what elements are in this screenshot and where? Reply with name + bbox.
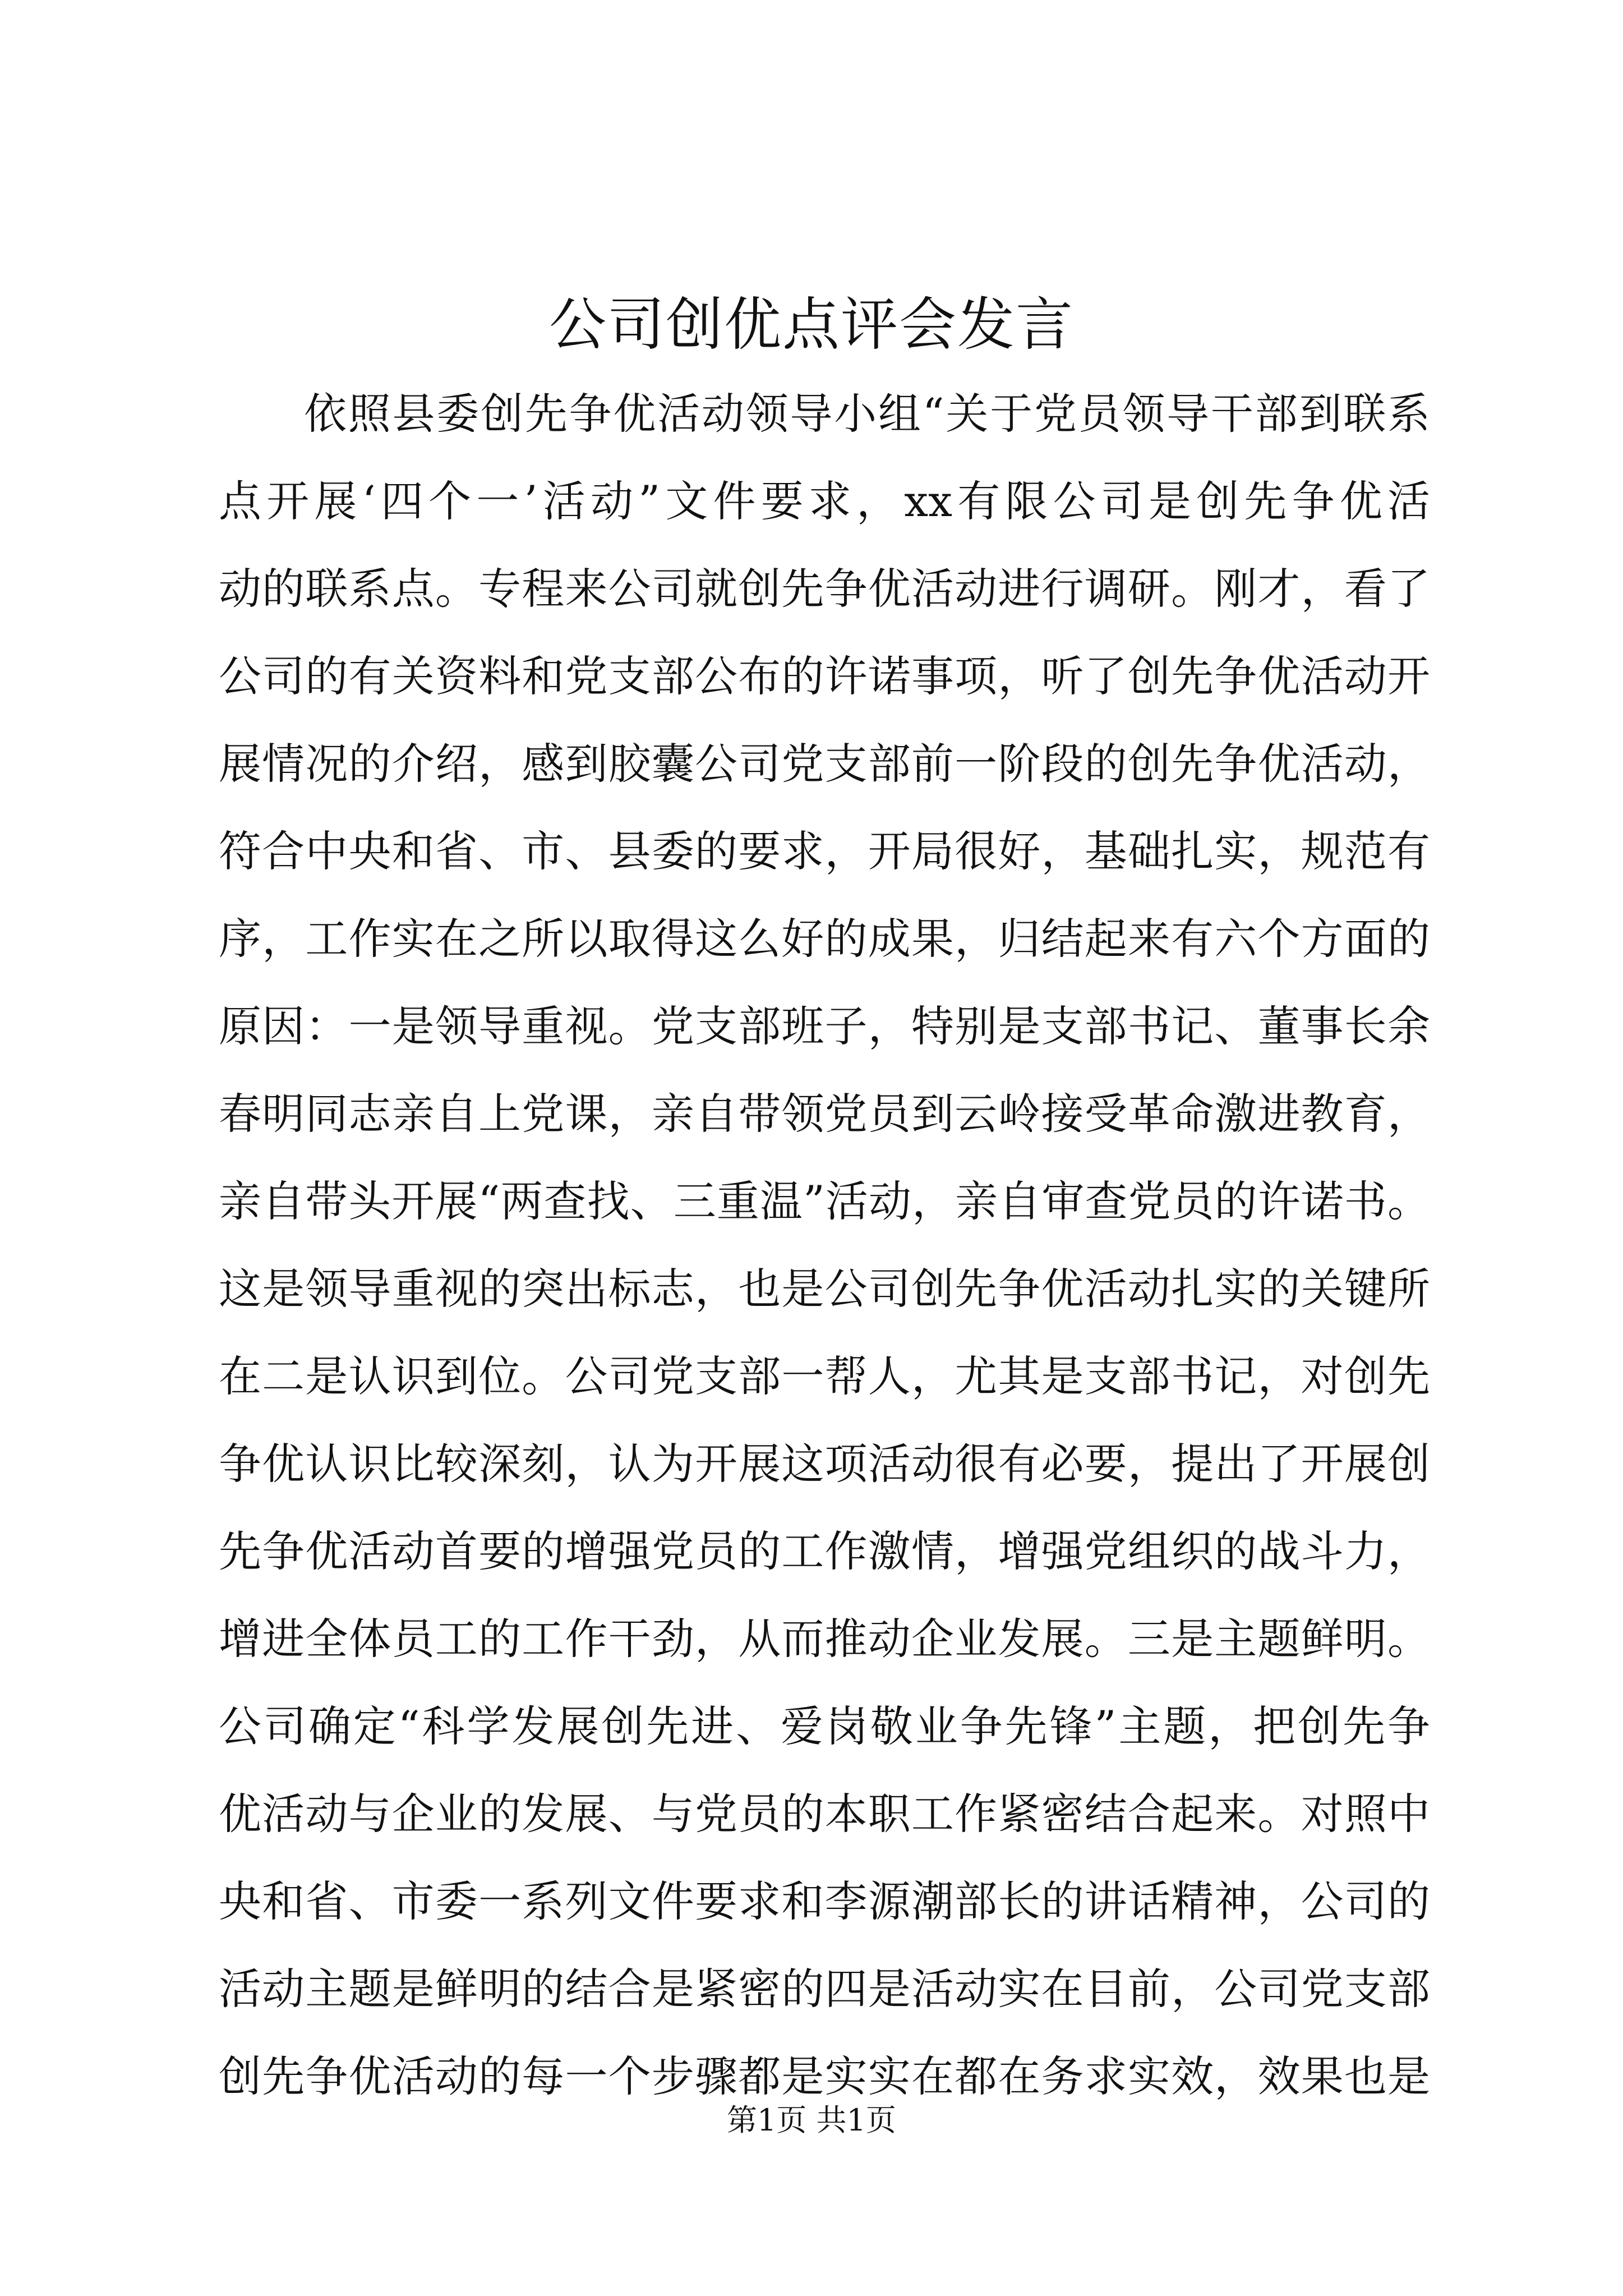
paragraph-line: 原因：一是领导重视。党支部班子，特别是支部书记、董事长余: [219, 1001, 1430, 1051]
page-footer: 第1页 共1页: [727, 2102, 896, 2138]
document-body: [219, 370, 1430, 2120]
document-title: 公司创优点评会发言: [549, 292, 1074, 358]
paragraph-line: 优活动与企业的发展、与党员的本职工作紧密结合起来。对照中: [219, 1789, 1430, 1839]
paragraph-line: 争优认识比较深刻，认为开展这项活动很有必要，提出了开展创: [219, 1439, 1430, 1489]
paragraph-line: 央和省、市委一系列文件要求和李源潮部长的讲话精神，公司的: [219, 1876, 1430, 1926]
paragraph-line: 先争优活动首要的增强党员的工作激情，增强党组织的战斗力，: [219, 1526, 1430, 1576]
paragraph-line: 在二是认识到位。公司党支部一帮人，尤其是支部书记，对创先: [219, 1351, 1430, 1401]
paragraph-line: 增进全体员工的工作干劲，从而推动企业发展。三是主题鲜明。: [219, 1614, 1430, 1664]
paragraph-line: 动的联系点。专程来公司就创先争优活动进行调研。刚才，看了: [219, 564, 1430, 614]
paragraph-line: 春明同志亲自上党课，亲自带领党员到云岭接受革命激进教育，: [219, 1089, 1430, 1139]
paragraph-line: 依照县委创先争优活动领导小组“关于党员领导干部到联系: [304, 389, 1430, 439]
paragraph-line: 符合中央和省、市、县委的要求，开局很好，基础扎实，规范有: [219, 826, 1430, 876]
paragraph-line: 点开展‘四个一’活动”文件要求，xx有限公司是创先争优活: [219, 476, 1430, 526]
paragraph-line: 公司确定“科学发展创先进、爱岗敬业争先锋”主题，把创先争: [219, 1701, 1430, 1751]
paragraph-line: 亲自带头开展“两查找、三重温”活动，亲自审查党员的许诺书。: [219, 1176, 1430, 1226]
paragraph-line: 序，工作实在之所以取得这么好的成果，归结起来有六个方面的: [219, 914, 1430, 964]
paragraph-line: 活动主题是鲜明的结合是紧密的四是活动实在目前，公司党支部: [219, 1964, 1430, 2014]
paragraph-line: 这是领导重视的突出标志，也是公司创先争优活动扎实的关键所: [219, 1264, 1430, 1314]
paragraph-line: 公司的有关资料和党支部公布的许诺事项，听了创先争优活动开: [219, 651, 1430, 701]
paragraph-line: 创先争优活动的每一个步骤都是实实在都在务求实效，效果也是: [219, 2051, 1430, 2101]
paragraph-line: 展情况的介绍，感到胶囊公司党支部前一阶段的创先争优活动，: [219, 739, 1430, 789]
